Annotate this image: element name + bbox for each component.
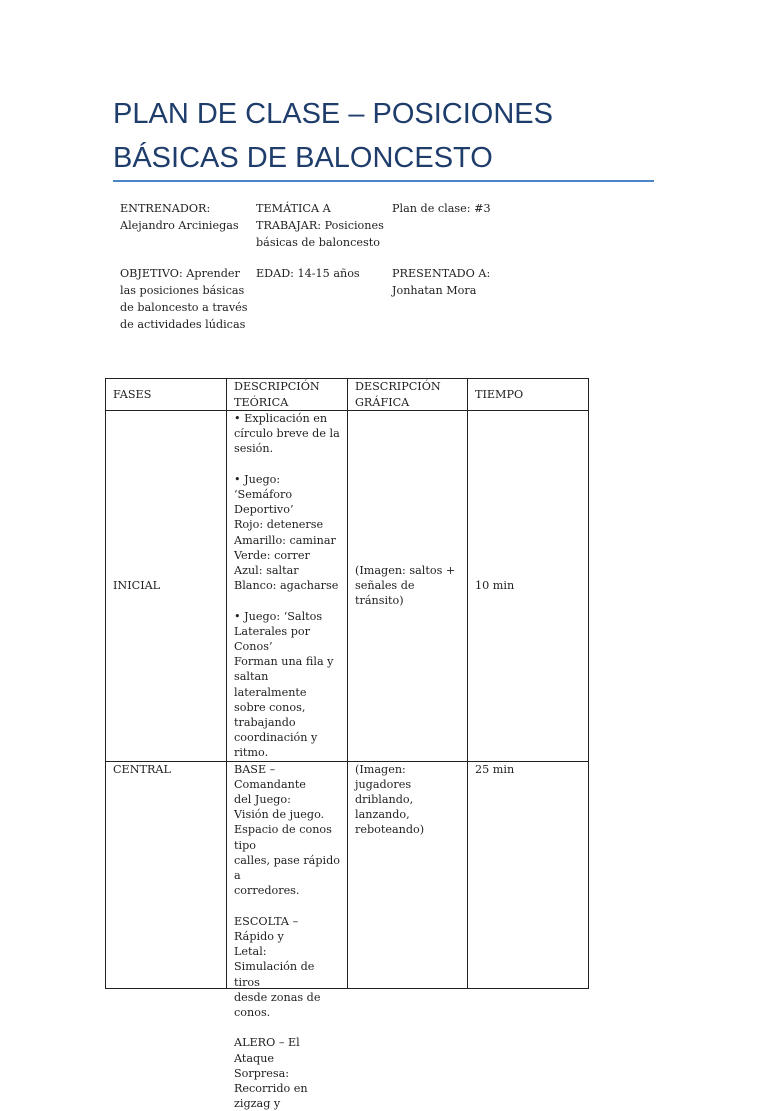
- tiempo-cell: 10 min: [468, 411, 589, 762]
- header-tiempo: TIEMPO: [468, 379, 589, 411]
- theme-info: TEMÁTICA A TRABAJAR: Posiciones básicas de baloncesto: [256, 202, 384, 249]
- teorica-cell: BASE – Comandante del Juego: Visión de juego. Espacio de conos tipo calles, pase rápido a corredores. ESCOLTA – Rápido y Letal: Simulación de tiros desde zonas de conos. ALERO – El Ataque Sorpresa: Recorrido en zigzag y: [234, 762, 340, 1111]
- fase-cell: INICIAL: [106, 411, 227, 762]
- presented-to-info: PRESENTADO A: Jonhatan Mora: [392, 267, 491, 297]
- fase-cell: CENTRAL: [106, 761, 227, 988]
- coach-info: ENTRENADOR: Alejandro Arciniegas: [120, 202, 239, 232]
- grafica-cell: (Imagen: jugadores driblando, lanzando, reboteando): [348, 761, 468, 988]
- table-row: [106, 411, 589, 762]
- header-descripcion-grafica: DESCRIPCIÓN GRÁFICA: [348, 379, 468, 411]
- table-header-row: [106, 379, 589, 411]
- grafica-cell: (Imagen: saltos + señales de tránsito): [348, 411, 468, 762]
- header-fases: FASES: [106, 379, 227, 411]
- table-row: [106, 761, 589, 988]
- title-divider: [113, 180, 654, 182]
- age-info: EDAD: 14-15 años: [256, 267, 360, 280]
- teorica-cell: • Explicación en círculo breve de la sesión. • Juego: ‘Semáforo Deportivo’ Rojo: detenerse Amarillo: caminar Verde: correr Azul: saltar Blanco: agacharse • Juego: ‘Saltos Laterales por Conos’ Forman una fila y saltan lateralmente sobre conos, trabajando coordinación y ritmo.: [227, 411, 348, 762]
- info-grid: [120, 200, 660, 333]
- plan-number-info: Plan de clase: #3: [392, 202, 491, 215]
- tiempo-cell: 25 min: [468, 761, 589, 988]
- page-title: PLAN DE CLASE – POSICIONES BÁSICAS DE BALONCESTO: [113, 98, 553, 174]
- lesson-plan-table: [105, 378, 589, 1111]
- teorica-cell-wrap: [227, 761, 348, 1111]
- objective-info: OBJETIVO: Aprender las posiciones básicas de baloncesto a través de actividades lúdicas: [120, 267, 248, 331]
- header-descripcion-teorica: DESCRIPCIÓN TEÓRICA: [227, 379, 348, 411]
